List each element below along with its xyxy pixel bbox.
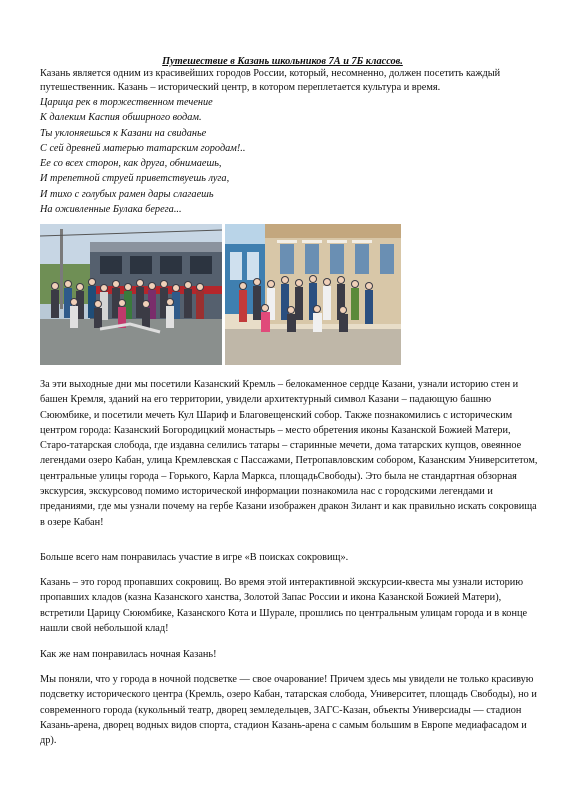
poem-line: С сей древней матерью татарским городам!..	[40, 142, 246, 154]
poem-line: Ты уклоняешься к Казани на свиданье	[40, 127, 207, 139]
poem-line: Ее со всех сторон, как друга, обнимаешь,	[40, 158, 222, 170]
intro-paragraph: Казань является одним из красивейших городов России, который, несомненно, должен посетить каждый путешественник. Казань – исторический центр, в котором переплетается культура и время.	[40, 68, 501, 93]
paragraph-quest: Казань – это город пропавших сокровищ. Во время этой интерактивной экскурсии-квеста мы узнали историю пропавших кладов (казна Казанского ханства, Золотой Запас России и икона Казанской Божией Матери), встретили Царицу Сююмбике, Казанского Кота и Шурале, прошлись по центральным улицам города и в конце нашли свой небольшой клад!	[40, 577, 528, 634]
poem-line: И трепетной струей приветствуешь луга,	[40, 173, 230, 185]
poem-line: И тихо с голубых рамен дары слагаешь	[40, 188, 214, 200]
poem	[40, 95, 340, 217]
paragraph-kremlin: За эти выходные дни мы посетили Казанский Кремль – белокаменное сердце Казани, узнали историю стен и башен Кремля, зданий на его территории, увидели архитектурный символ Казани – падающую башню Сююмбике, и посетили мечеть Кул Шариф и Благовещенский собор. Также познакомились с историческим центром города: Казанский Богородицкий монастырь – место обретения иконы Казанской Божией Матери, Старо-татарская слобода, где издавна селились татары – старинные мечети, дома татарских купцов, овеянное легендами озеро Кабан, улица Кремлевская с Пассажами, Петропавловским собором, Казанским Университетом, центральные улицы города – Горького, Карла Маркса, площадьСвободы). Это была не стандартная обзорная экскурсия, экскурсовод помимо исторической информации познакомила нас с городскими легендами и преданиями, где мы узнали почему на гербе Казани изображен дракон Зилант и как правильно искать сокровища в озере Кабан!	[40, 379, 538, 528]
document-title: Путешествие в Казань школьников 7А и 7Б классов.	[162, 56, 403, 67]
poem-line: К далеким Каспия обширного водам.	[40, 112, 202, 124]
paragraph-treasure-game: Больше всего нам понравилась участие в игре «В поисках сокровищ».	[40, 552, 349, 563]
group-photo-train-platform	[40, 224, 222, 365]
paragraph-night-kazan: Как же нам понравилась ночная Казань!	[40, 649, 217, 660]
paragraph-night-lights: Мы поняли, что у города в ночной подсветке — свое очарование! Причем здесь мы увидели не только красивую подсветку исторического центра (Кремль, озеро Кабан, татарская слобода, Университет, площадь Свободы), но и современного города (кукольный театр, дворец земледельцев, ЗАГС-Казан, объекты Универсиады — стадион Казань-арена, дворец водных видов спорта, стадион Казань-арена с самым большим в Европе медиафасадом и др).	[40, 674, 537, 747]
group-photo-ornate-building	[225, 224, 401, 365]
poem-line: Царица рек в торжественном течение	[40, 97, 213, 108]
poem-line: На оживленные Булака берега...	[40, 204, 182, 216]
